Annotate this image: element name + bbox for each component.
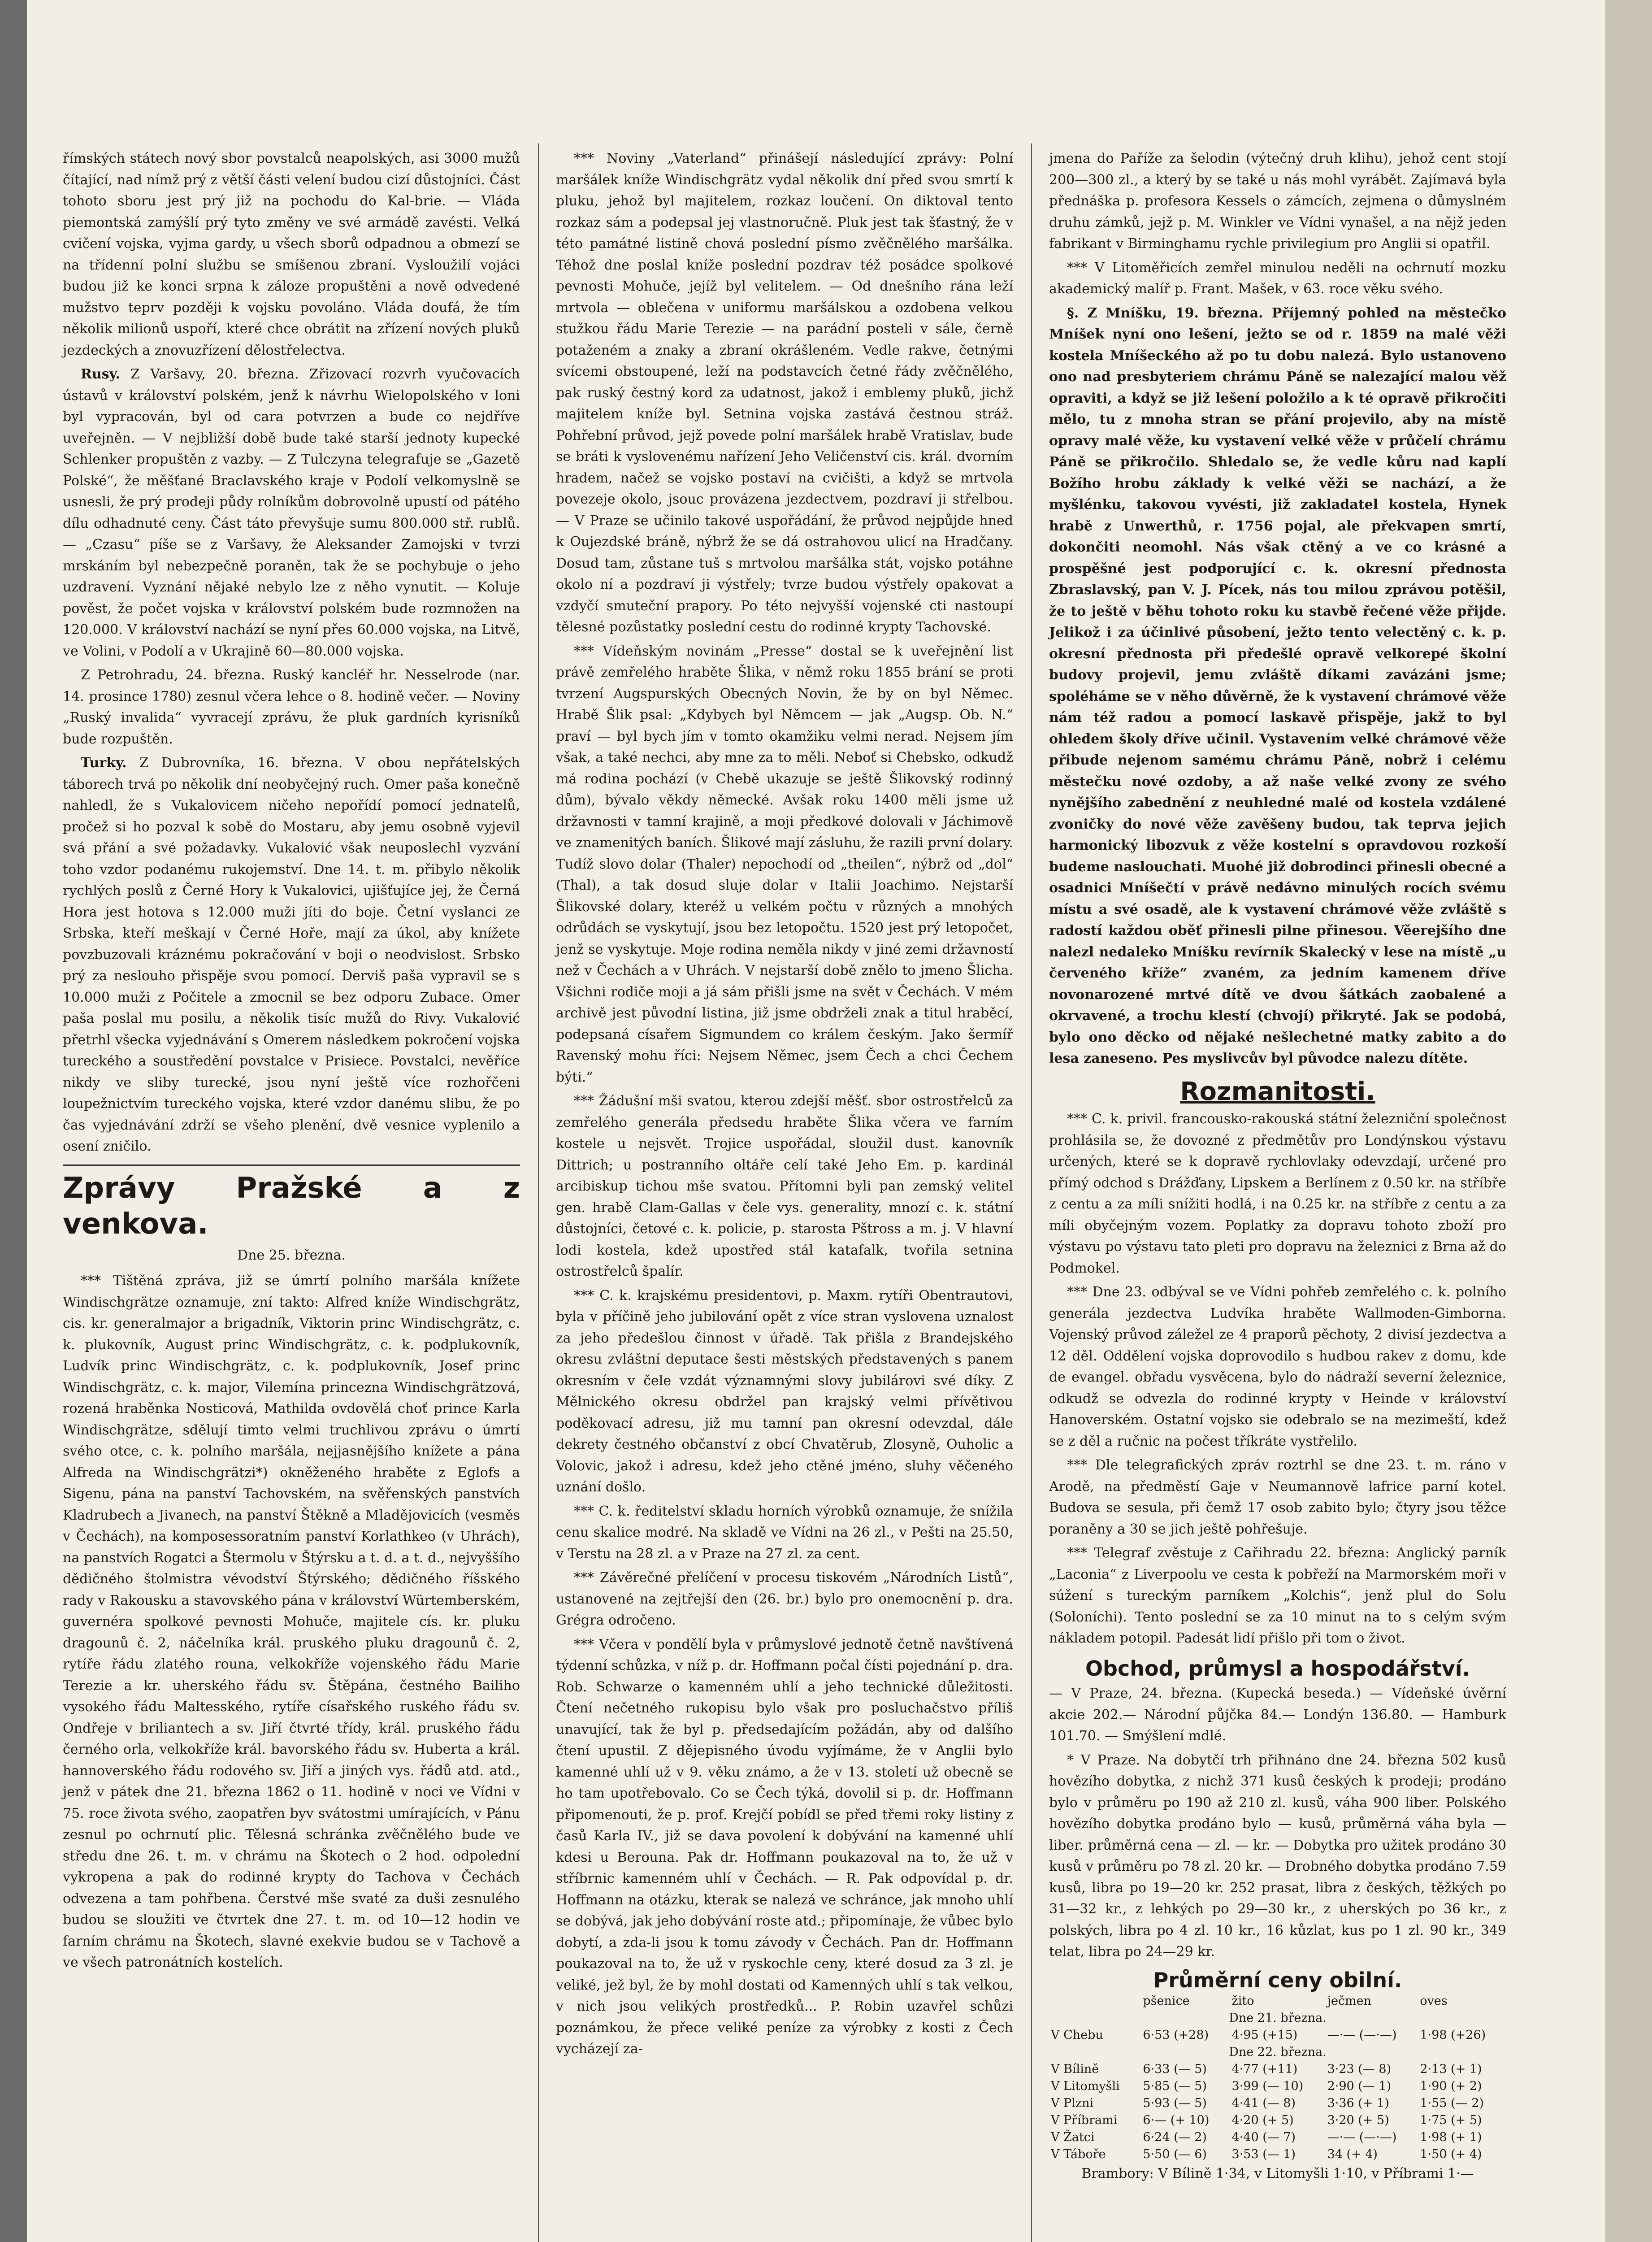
table-cell: 6·33 (— 5) [1143,2062,1207,2076]
column-rule [1031,143,1032,2242]
article-paragraph: *** Tištěná zpráva, již se úmrtí polního maršála knížete Windischgrätze oznamuje, zní takto: Alfred kníže Windischgrätz, cis. kr. generalmajor a brigadník, Viktorin princ Windischgrätz, c. k. plukovník, August princ Windischgrätz, c. k. podplukovník, Ludvík princ Windischgrätz, c. k. podplukovník, Josef princ Windischgrätz, c. k. major, Vilemína princezna Windischgrätzová, rozená hraběnka Nosticová, Mathilda ovdovělá choť prince Karla Windischgrätze, sdělují timto velmi truchlivou zprávu o úmrtí svého otce, c. k. polního maršála, nejjasnějšího knížete a pána Alfreda na Windischgrätzi*) okněženého hraběte z Eglofs a Sigenu, pána na panství Tachovském, na svěřenských panstvích Kladrubech a Jivanech, na panství Štěkně a Mladějovicích (vesměs v Čechách), na komposessoratním panství Korlathkeo (v Uhrách), na panstvích Rogatci a Štermolu v Štýrsku a t. d. a t. d., nejvyššího dědičného štolmistra vévodství Štýrského; dědičného říšského rady v Rakousku a stavovského pána v království Würtemberském, guvernéra spolkové pevnosti Mohuče, majitele cís. kr. pluku dragounů č. 2, náčelníka král. pruského pluku dragounů č. 2, rytíře řádu zlatého rouna, velkokříže vojenského řádu Marie Terezie a kr. uherského řádu sv. Štěpána, čestného Bailiho vysokého řádu Maltesského, rytíře císařského ruského řádu sv. Ondřeje v briliantech a sv. Jiří čtvrté třídy, král. pruského řádu černého orla, velkokříže král. bavorského řádu sv. Huberta a král. hannoverského řádu rodového sv. Jiří a jiných vys. řádů atd. atd., jenž v pátek dne 21. března 1862 o 11. hodině v noci ve Vídni v 75. roce života svého, zaopatřen byv svátostmi umírajících, v Pánu zesnul po ochrnutí plic. Tělesná schránka zvěčnělého bude ve středu dne 26. t. m. v chrámu na Škotech o 2 hod. odpolední vykropena a pak do rodinné krypty do Tachova v Čechách odvezena a tam pohřbena. Čerstvé mše svaté za duši zesnulého budou se sloužiti ve čtvrtek dne 27. t. m. od 10—12 hodin ve farním chrámu na Škotech, slavné exekvie budou se v Tachově a ve všech patronátních kostelích. [63,1273,520,1970]
table-row [1049,2095,1506,2112]
table-cell: —·— (—·—) [1327,2028,1397,2042]
table-row [1049,2078,1506,2095]
table-date-row [1049,2010,1506,2027]
table-cell: V Plzni [1051,2096,1094,2110]
table-cell: 2·13 (+ 1) [1420,2062,1482,2076]
table-cell: 4·95 (+15) [1231,2028,1298,2042]
table-date: Dne 22. března. [1229,2045,1327,2059]
article-paragraph [63,364,520,662]
article-paragraph: *** C. k. krajskému presidentovi, p. Maxm. rytíři Obentrautovi, byla v příčině jeho jubilování opět z více stran vyslovena uznalost za jeho předešlou činnost v úřadě. Tak přišla z Brandejského okresu zvláštní deputace šesti městských představených s panem okresním v čele vzdát významnými slovy jubilárovi své díky. Z Mělnického okresu obdržel pan krajský velmi přívětivou poděkovací adresu, již mu tamní pan okresní odevzdal, dále dekrety čestného občanství z obcí Chvatěrub, Zlosyně, Ouholic a Volovic, jakož i adresu, kdež jeho ctěné jméno, sluhy věčeného uznání došlo. [556,1287,1013,1495]
table-cell: V Litomyšli [1051,2079,1120,2093]
article-paragraph: §. Z Mníšku, 19. března. Příjemný pohled na městečko Mníšek nyní ono lešení, ježto se od r. 1859 na malé věži kostela Mníšeckého až po tu dobu nalezá. Bylo ustanoveno ono nad presbyteriem chrámu Páně se nalezající malou věž opraviti, a když se již lešení položilo a k té opravě přikročiti mělo, tu z mnoha stran se přání projevilo, aby na místě opravy malé věže, ku vystavení velké věže v průčelí chrámu Páně se přikročilo. Shledalo se, že vedle kůru nad kaplí Božího hrobu základy k velké věži se nachází, a že myšlénku, takovou vyvésti, již zakladatel kostela, Hynek hrabě z Unwerthů, r. 1756 pojal, ale překvapen smrtí, dokončiti neomohl. Nás však ctěný a ve co krásné a prospěšné jest podporující c. k. okresní přednosta Zbraslavský, pan V. J. Pícek, nás tou milou zprávou potěšil, že to ještě v běhu tohoto roku ku stavbě řečené věže přijde. Jelikož i za účinlivé působení, ježto tento velectěný c. k. p. okresní přednosta při předešlé opravě velkorepé školní budovy projevil, jemu zvláště díkami zavázáni jsme; spoléháme se v něho důvěrně, že k vystavení chrámové věže nám též radou a pomocí laskavě přispěje, jakž to byl ohledem školy dříve učinil. Vystavením velké chrámové věže přibude nejenom samému chrámu Páně, nobrž i celému městečku nové ozdoby, a až naše velké zvony ze svého nynějšího zabednění z neuhledné malé od kostela vzdálené zvoničky do nové věže zavěšeny budou, tak teprva jejich harmonický libozvuk z věže kostelní s opravdovou rozkoší budeme naslouchati. Muohé již dobrodinci přinesli obecné a osadnici Mníšečtí v právě nedávno minulých rocích svému místu a své osadě, ale k vystavení chrámové věže zvláště s radostí každou oběť přinesli pilne přinesou. Věerejšího dne nalezl nedaleko Mníšku revírník Skalecký v lese na místě „u červeného kříže“ zvaném, za jedním kamenem dříve novonarozené mrtvé dítě ve dvou šátkách zaobalené a okrvavené, a trochu klestí (chvojí) přikryté. Jak se podobá, bylo ono děcko od nějaké nešlechetné matky zabito a do lesa zaneseno. Pes myslivcův byl původce nalezu dítěte. [1049,305,1506,1066]
page-edge [1605,0,1652,2242]
article-paragraph: *** Dle telegrafických zpráv roztrhl se dne 23. t. m. ráno v Arodě, na předměstí Gaje v Neumannově lafrice parní kotel. Budova se sesula, při čemž 17 osob zabito bylo; čtyry jsou těžce poraněny a 30 se jich ještě pohřešuje. [1049,1457,1506,1537]
table-header-cell: ječmen [1327,1994,1372,2008]
table-header-cell: pšenice [1143,1994,1190,2008]
table-cell: V Žatci [1051,2130,1095,2144]
table-cell: 4·41 (— 8) [1231,2096,1296,2110]
table-cell: 1·98 (+26) [1420,2028,1486,2042]
column-rule [538,143,539,2242]
table-header-cell: oves [1420,1994,1448,2008]
table-header-cell: žito [1231,1994,1254,2008]
table-header-cell [1049,1993,1141,2010]
table-cell: V Táboře [1051,2147,1106,2161]
potato-prices: Brambory: V Bílině 1·34, v Litomyšli 1·10, v Příbrami 1·— [1081,2166,1474,2181]
trade-report: — V Praze, 24. března. (Kupecká beseda.) — Vídeňské úvěrní akcie 202.— Národní půjčka 84.— Londýn 136.80. — Hamburk 101.70. — Smýšlení mdlé. [1049,1686,1506,1744]
article-paragraph: *** V Litoměřicích zemřel minulou neděli na ochrnutí mozku akademický malíř p. Frant. Mašek, v 63. roce věku svého. [1049,260,1506,297]
section-date: Dne 25. března. [237,1247,346,1263]
trade-report: * V Praze. Na dobytčí trh přihnáno dne 24. března 502 kusů hovězího dobytka, z nichž 371 kusů českých k prodeji; prodáno bylo v průměru po 190 až 210 zl. kusů, váha 900 liber. Polského hovězího dobytka prodáno bylo — kusů, průměrná váha byla — liber. průměrná cena — zl. — kr. — Dobytka pro užitek prodáno 30 kusů v průměru po 78 zl. 20 kr. — Drobného dobytka prodáno 7.59 kusů, libra po 19—20 kr. 252 prasat, libra z českých, těžkých po 31—32 kr., z lehkých po 29—30 kr., z uherských po 36 kr., z polských, libra po 4 zl. 10 kr., 16 kůzlat, kus po 1 zl. 90 kr., 349 telat, libra po 24—29 kr. [1049,1752,1506,1960]
table-row [1049,2146,1506,2163]
table-cell: 4·20 (+ 5) [1231,2113,1294,2127]
table-row [1049,2061,1506,2078]
article-paragraph: římských státech nový sbor povstalců neapolských, asi 3000 mužů čítající, nad nímž prý z větší části velení budou cizí důstojníci. Část tohoto sboru jest prý již na pochodu do Kal-brie. — Vláda piemontská zamýšlí prý tyto změny ve své armádě zavésti. Velká cvičení vojska, vyjma gardy, u všech sborů odpadnou a obmezí se na třídenní polní službu se smíšenou zbraní. Vysloužilí vojáci budou již ke konci srpna k záloze propuštěni a nově odvedené mužstvo teprv později k vojsku povoláno. Vláda doufá, že tím několik milionů uspoří, které chce obrátit na zřízení nových pluků jezdeckých a znovuzřízení dělostřelectva. [63,151,520,358]
table-cell: V Příbrami [1051,2113,1118,2127]
table-cell: 1·50 (+ 4) [1420,2147,1482,2161]
article-paragraph: Z Petrohradu, 24. března. Ruský kancléř hr. Nesselrode (nar. 14. prosince 1780) zesnul včera lehce o 8. hodině večer. — Noviny „Ruský invalida“ vyvracejí zprávu, že pluk gardních kyrisníků bude rozpuštěn. [63,667,520,747]
article-paragraph: *** Vídeňským novinám „Presse“ dostal se k uveřejnění list právě zemřelého hraběte Šlika, v němž roku 1855 brání se proti tvrzení Augspurských Obecných Novin, že by on byl Němec. Hrabě Šlik psal: „Kdybych byl Němcem — jak „Augsp. Ob. N.“ praví — byl bych jím v tomto okamžiku velmi nerad. Nejsem jím však, a také nechci, aby mne za to měli. Neboť si Chebsko, odkudž má rodina pochází (v Chebě ukazuje se ještě Šlikovský rodinný dům), bývalo věkdy německé. Avšak roku 1400 měli jsme už državnosti v tamní krajině, a moji předkové dolovali v Jáchimově ve znamenitých baních. Šlikové mají zásluhu, že razili první dolary. Tudíž slovo dolar (Thaler) nepochodí od „theilen“, nýbrž od „dol“ (Thal), a tak dosud sluje dolar v Italii Joachimo. Nejstarší Šlikovské dolary, kteréž u velkém počtu v různých a mnohých odrůdách se vyskytují, jsou bez letopočtu. 1520 jest prý letopočet, jenž se vyskytuje. Moje rodina neměla nikdy v jiné zemi državností než v Čechách a v Uhrách. V nejstarší době znělo to jmeno Šlicha. Všichni rodiče moji a já sám přišli jsme na svět v Čechách. V mém archivě jest původní listina, již jsme obdrželi znak a titul hraběcí, podepsaná císařem Sigmundem co králem českým. Jako šermíř Ravenský mohu říci: Nejsem Němec, jsem Čech a chci Čechem býti.“ [556,643,1013,1085]
table-cell: 2·90 (— 1) [1327,2079,1392,2093]
article-paragraph: *** Včera v pondělí byla v průmyslové jednotě četně navštívená týdenní schůzka, v níž p. dr. Hoffmann počal čísti pojednání p. dra. Rob. Schwarze o kamenném uhlí a jeho technické důležitosti. Čtení nečetného rukopisu bylo však pro posluchačstvo příliš unavující, tak že byl p. předsedajícím požádán, aby od dalšího čtení upustil. Z dějepisného úvodu vyjímáme, že v Anglii bylo kamenné uhlí už v 9. věku známo, a že v 13. století už obecně se ho tam upotřebovalo. Co se Čech týká, dovolil si p. dr. Hoffmann připomenouti, že p. prof. Krejčí pobídl se před třemi roky listiny z časů Karla IV., již se dava povolení k dobývání na kamenné uhlí kdesi u Berounа. Pak dr. Hoffmann poukazoval na to, že už v stříbrnic kamenném uhlí v Čechách. — R. Pak odpovídal p. dr. Hoffmann na otázku, kterak se nalezá ve schránce, jak mnoho uhlí se dobývá, jak jeho dobývání roste atd.; připomínaje, že vůbec bylo dobytí, a zda-li jsou k tomu závody v Čechách. Pan dr. Hoffmann poukazoval na to, že už v ryskochle ceny, které dosud za 3 zl. je veliké, jež byl, že by mohl dostati od Kamenných uhlí s tak velkou, v nich jsou velikých prostředků... P. Robin uzavřel schůzi poznámkou, že přece veliké peníze za výrobky z kosti z Čech vycházejí za- [556,1636,1013,2057]
table-cell: 4·40 (— 7) [1231,2130,1296,2144]
article-paragraph: *** C. k. privil. francousko-rakouská státní železniční společnost prohlásila se, že dovozné z předmětův pro Londýnskou výstavu určených, které se k dopravě rychlovlaky odevzdají, určené pro přímý odchod s Drážďany, Lipskem a Berlínem z 0.50 kr. na stříbře z centu a za míli snížiti hodlá, i na 0.25 kr. na stříbře z centu a za míli obyčejným vozem. Poplatky za dopravu tohoto zboží pro výstavu po výstavu tato pleti pro dopravu na železnici z Brna až do Podmokel. [1049,1111,1506,1276]
section-title: Průměrní ceny obilní. [1153,1968,1402,1992]
section-title: Obchod, průmysl a hospodářství. [1085,1656,1470,1681]
table-cell: 6·24 (— 2) [1143,2130,1207,2144]
article-text: Z Varšavy, 20. března. Zřizovací rozvrh vyučovacích ústavů v království polském, jenž k návrhu Wielopolského v loni byl vypracován, byl od cara potvrzen a bude co nejdříve uveřejněn. — V nejbližší době bude také starší jednoty kupecké Schlenker propuštěn z vazby. — Z Tulczyna telegrafuje se „Gazetě Polské“, že měšťané Braclavského kraje v Podolí velkomyslně se usnesli, že prý prodeji půdy rolníkům dobrovolně upustí od pátého dílu odhadnuté ceny. Část táto převyšuje sumu 800.000 stř. rublů. — „Czasu“ píše se z Varšavy, že Aleksander Zamojski v tvrzi mrskáním byl nebezpečně poraněn, tak že se pochybuje o jeho uzdravení. Vyznání nějaké nebylo lze z něho vynutit. — Koluje pověst, že počet vojska v království polském bude rozmnožen na 120.000. V království nachází se nyní přes 60.000 vojska, na Litvě, ve Volini, v Podolí a v Ukrajině 60—80.000 vojska. [63,366,520,659]
table-cell: V Chebu [1051,2028,1103,2042]
table-date: Dne 21. března. [1229,2011,1327,2025]
table-cell: 4·77 (+11) [1231,2062,1298,2076]
table-cell: 1·75 (+ 5) [1420,2113,1482,2127]
column-1 [63,148,520,1976]
table-cell: 5·93 (— 5) [1143,2096,1207,2110]
table-row [1049,2112,1506,2129]
article-paragraph: *** Žádušní mši svatou, kterou zdejší měšť. sbor ostrostřelců za zemřelého generála předsedu hraběte Šlika včera ve farním kostele u nejsvět. Trojice uspořádal, sloužil dust. kanovník Dittrich; u postranního oltáře celí také Jeho Em. p. kardinál arcibiskup tichou mše svatou. Přítomni byli pan zemský velitel gen. hrabě Clam-Gallas v čele vys. generality, mnozí c. k. státní důstojníci, četové c. k. policie, p. starosta Pštross a m. j. V hlavní lodi kostela, kdež upostřed stál katafalk, tvořila setnina ostrostřelců špalír. [556,1093,1013,1279]
section-title: Zprávy Pražské a z venkova. [63,1164,520,1242]
article-paragraph: *** Noviny „Vaterland“ přinášejí následující zprávy: Polní maršálek kníže Windischgrätz vydal několik dní před svou smrtí k pluku, jehož byl majitelem, rozkaz loučení. On diktoval tento rozkaz sám a podepsal jej vlastnoručně. Pluk jest tak šťastný, že v této památné listině chová poslední písmo zvěčnělého maršálka. Téhož dne poslal kníže poslední pozdrav též posádce spolkové pevnosti Mohuče, jejíž byl velitelem. — Od dnešního rána leží mrtvola — oblečena v uniformu maršálskou a ozdobena velkou stužkou řádu Marie Terezie — na parádní posteli v sále, černě potaženém a znaky a zbraní okrášleném. Vedle rakve, četnými svícemi obstoupené, leží na podstavcích četné řády zvěčnělého, pak ruský čestný kord za udatnost, jakož i emblemy pluků, jichž majitelem kníže byl. Setnina vojska zastává čestnou stráž. Pohřební průvod, jejž povede polní maršálek hrabě Vratislav, bude se bráti k vyslovenému nařízení Jeho Veličenství cis. král. dvorním hradem, načež se vojsko postaví na cvičišti, a když se mrtvola povezeje okolo, jsouc provázena jezdectvem, pozdraví ji střelbou. — V Praze se učinilo takové uspořádání, že průvod nejpůjde hned k Oujezdské bráně, nýbrž že se dá ostrahovou ulicí na Hradčany. Dosud tam, zůstane tuš s mrtvolou maršálka stát, vojsko potáhne okolo ní a pozdraví ji výstřely; tvrze budou výstřely opakovat a vzdyčí smuteční prapory. Po této nejvyšší vojenské cti nastoupí tělesné pozůstatky poslední cestu do rodinné krypty Tachovské. [556,151,1013,635]
table-header-row [1049,1993,1506,2010]
country-heading: Turky. [81,755,127,771]
table-cell: 3·20 (+ 5) [1327,2113,1389,2127]
table-cell: —·— (—·—) [1327,2130,1397,2144]
table-row [1049,2129,1506,2146]
table-cell: 1·55 (— 2) [1420,2096,1484,2110]
article-paragraph: *** Dne 23. odbýval se ve Vídni pohřeb zemřelého c. k. polního generála jezdectva Ludvíka hraběte Wallmoden-Gimborna. Vojenský průvod záležel ze 4 praporů pěchoty, 2 divisí jezdectva a 12 děl. Oddělení vojska doprovodilo s hudbou rakev z domu, kde de evangel. obřadu vysvěcena, bylo do nádraží severní železnice, odkudž se odvezla do rodinné krypty v Heinde v království Hanoverském. Ostatní vojsko sie odebralo se na mezimeští, kdež se z děl a ručnic na počest tříkráte vystřelilo. [1049,1284,1506,1449]
book-binding [0,0,27,2242]
table-cell: V Bílině [1051,2062,1099,2076]
table-cell: 5·50 (— 6) [1143,2147,1207,2161]
table-row [1049,2027,1506,2044]
table-cell: 6·53 (+28) [1143,2028,1209,2042]
table-cell: 1·90 (+ 2) [1420,2079,1482,2093]
table-date-row [1049,2044,1506,2061]
article-paragraph: *** Telegraf zvěstuje z Cařihradu 22. března: Anglický parník „Laconia“ z Liverpoolu ve cesta k pobřeží na Marmorském moři v súžení s tureckým parníkem „Kolchis“, jenž plul do Solu (Soloníchi). Tento poslední se za 10 minut na to s celým svým nákladem potopil. Padesát lidí přišlo při tom o život. [1049,1545,1506,1646]
table-cell: 34 (+ 4) [1327,2147,1378,2161]
country-heading: Rusy. [81,366,121,382]
article-text: Z Dubrovníka, 16. března. V obou nepřátelských táborech trvá po několik dní neobyčejný ruch. Omer paša konečně nahledl, že s Vukalovicem ničeho nepořídí pomocí jednatelů, pročež si ho pozval k sobě do Mostaru, aby jemu osobně vyjevil svá přání a své požadavky. Vukalović však neuposlechl vyzvání toho vzdor podanému rukojemství. Dne 14. t. m. přibylo několik rychlých poslů z Černé Hory k Vukalovici, ujišťujíce jej, že Černá Hora jest hotova s 12.000 muži jíti do boje. Četní vyslanci ze Srbska, kteří meškají v Černé Hoře, mají za úkol, aby knížete povzbuzovali kráznému pokračování v boji o neodvislost. Srbsko prý za neslouho přispěje svou pomocí. Derviš paša vypravil se s 10.000 muži z Počitele a zmocnil se bez odporu Zubace. Omer paša poslal mu posilu, a několik tisíc mužů do Rivy. Vukalović přetrhl všecka vyjednávání s Omerem následkem pokročení vojska tureckého a soustředění povstalce v Prisiece. Povstalci, nevěříce nikdy ve sliby turecké, jsou nyní ještě více rozhořčeni loupežnictvím tureckého vojska, které vzdor danému slibu, že po čas vyjednávání zdrží se všeho plenění, dvě vesnice vyplenilo a osení zničilo. [63,755,520,1154]
article-paragraph: *** Závěrečné přelíčení v procesu tiskovém „Národních Listů“, ustanovené na zejtřejší den (26. br.) bylo pro onemocnění p. dra. Grégra odročeno. [556,1570,1013,1628]
column-2 [556,148,1013,2063]
article-paragraph [63,752,520,1157]
table-cell: 3·23 (— 8) [1327,2062,1392,2076]
table-cell: 3·53 (— 1) [1231,2147,1296,2161]
table-cell: 3·36 (+ 1) [1327,2096,1389,2110]
section-title: Rozmanitosti. [1180,1077,1375,1106]
table-cell: 1·98 (+ 1) [1420,2130,1482,2144]
table-cell: 3·99 (— 10) [1231,2079,1304,2093]
table-cell: 6·— (+ 10) [1143,2113,1210,2127]
article-paragraph: jmena do Paříže za šelodin (výtečný druh klihu), jehož cent stojí 200—300 zl., a který by se také u nás mohl vyrábět. Zajímavá byla přednáška p. profesora Kessels o zámcích, zejmena o důmyslném druhu zámků, jejž p. M. Winkler ve Vídni vynašel, a na nějž jeden fabrikant v Birminghamu rychle privilegium pro Anglii si opatřil. [1049,151,1506,252]
table-cell: 5·85 (— 5) [1143,2079,1207,2093]
grain-prices-table [1049,1993,1506,2163]
article-paragraph: *** C. k. ředitelství skladu horních výrobků oznamuje, že snížila cenu skalice modré. Na skladě ve Vídni na 26 zl., v Pešti na 25.50, v Terstu na 28 zl. a v Praze na 27 zl. za cent. [556,1503,1013,1562]
column-3 [1049,148,1506,2187]
